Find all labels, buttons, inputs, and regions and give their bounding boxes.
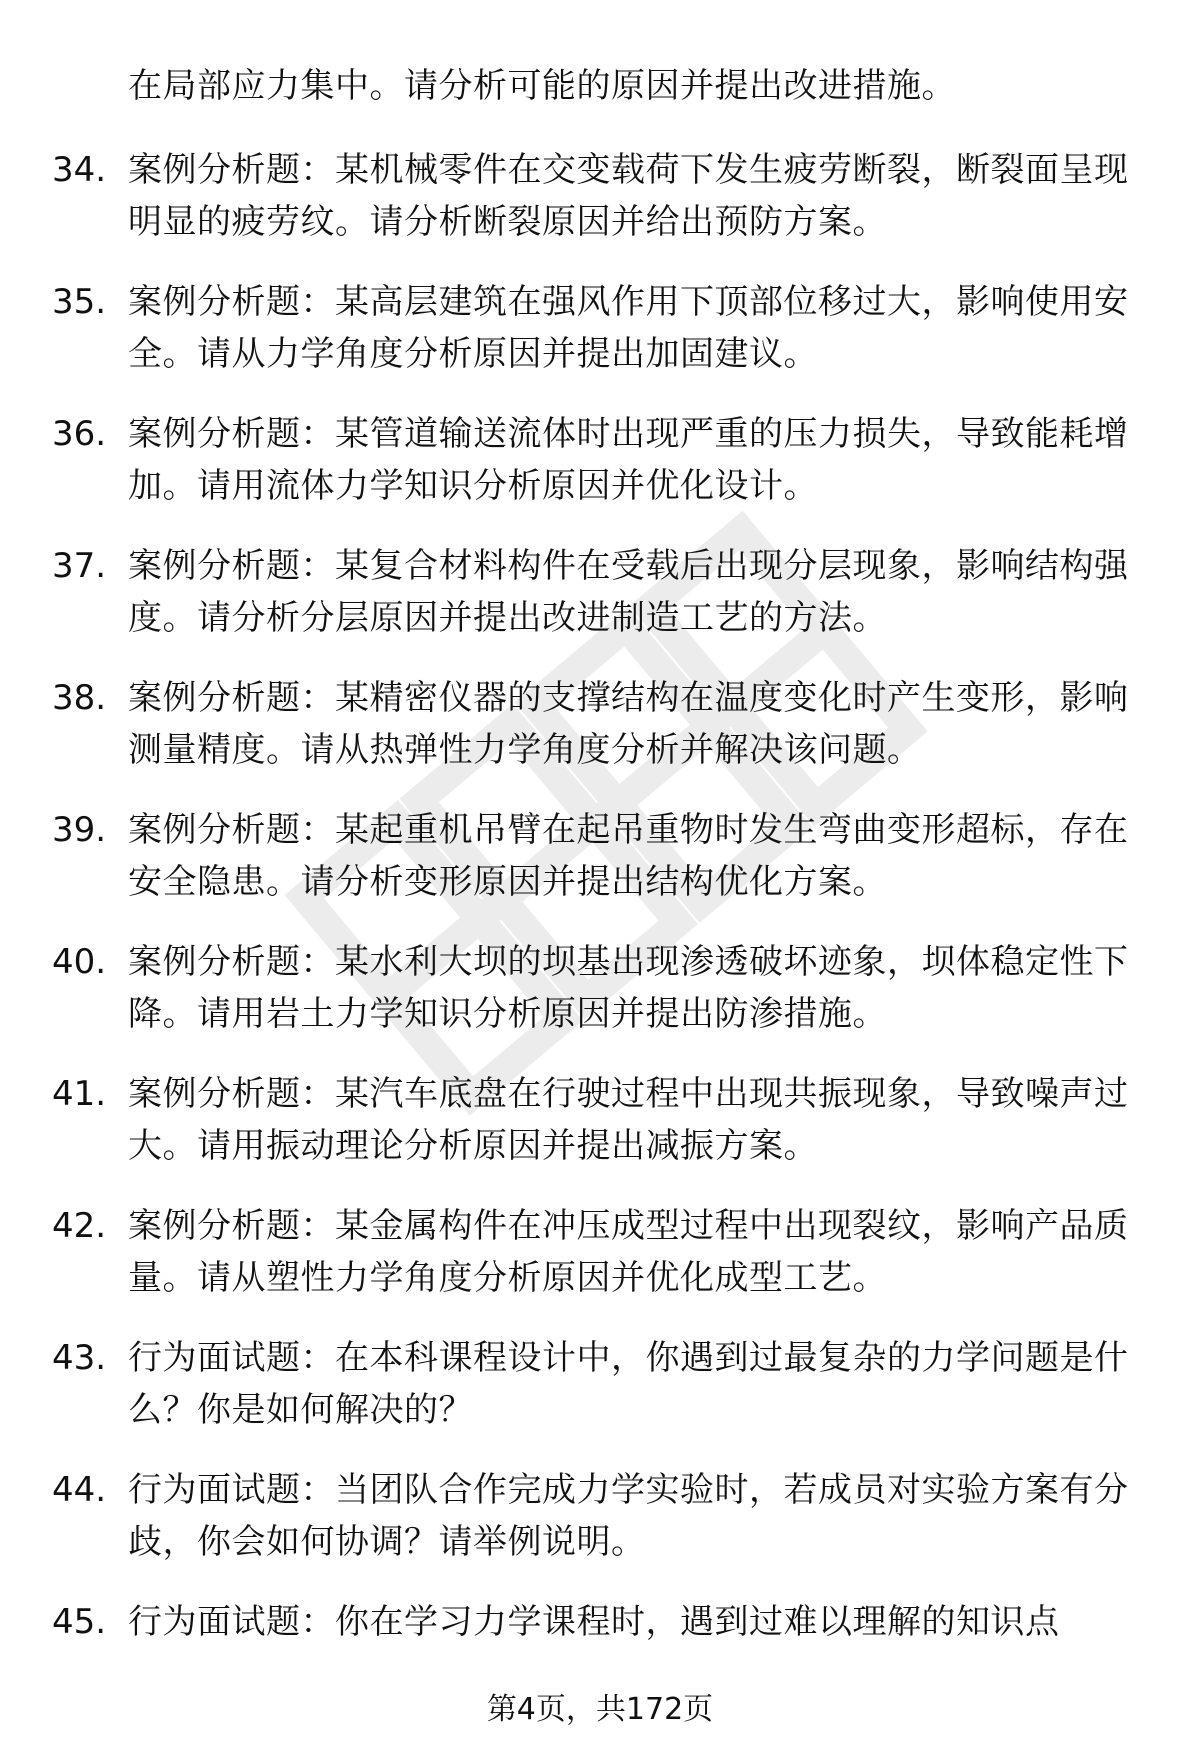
question-number: 39. (52, 810, 107, 850)
question-number: 42. (52, 1206, 107, 1246)
question-text: 案例分析题：某复合材料构件在受载后出现分层现象，影响结构强度。请分析分层原因并提出改进制造工艺的方法。 (128, 546, 1129, 638)
question-number: 44. (52, 1470, 107, 1510)
list-item (0, 1332, 1200, 1464)
question-text: 案例分析题：某机械零件在交变载荷下发生疲劳断裂，断裂面呈现明显的疲劳纹。请分析断裂原因并给出预防方案。 (128, 150, 1129, 242)
question-text: 案例分析题：某汽车底盘在行驶过程中出现共振现象，导致噪声过大。请用振动理论分析原因并提出减振方案。 (128, 1074, 1129, 1166)
list-item (0, 672, 1200, 804)
list-item (0, 1068, 1200, 1200)
list-item (0, 1464, 1200, 1596)
list-item (0, 936, 1200, 1068)
question-number: 40. (52, 942, 107, 982)
list-item (0, 144, 1200, 276)
question-text: 案例分析题：某水利大坝的坝基出现渗透破坏迹象，坝体稳定性下降。请用岩土力学知识分析原因并提出防渗措施。 (128, 942, 1129, 1034)
question-number: 38. (52, 678, 107, 718)
question-text: 行为面试题：当团队合作完成力学实验时，若成员对实验方案有分歧，你会如何协调？请举例说明。 (128, 1470, 1129, 1562)
question-text: 行为面试题：你在学习力学课程时，遇到过难以理解的知识点 (128, 1602, 1060, 1642)
list-item (0, 408, 1200, 540)
question-text: 案例分析题：某精密仪器的支撑结构在温度变化时产生变形，影响测量精度。请从热弹性力学角度分析并解决该问题。 (128, 678, 1129, 770)
continuation-text: 在局部应力集中。请分析可能的原因并提出改进措施。 (128, 66, 956, 106)
page-number-footer: 第4页，共172页 (486, 1692, 714, 1727)
question-number: 37. (52, 546, 107, 586)
list-item (0, 804, 1200, 936)
question-text: 行为面试题：在本科课程设计中，你遇到过最复杂的力学问题是什么？你是如何解决的？ (128, 1338, 1129, 1430)
list-item (0, 276, 1200, 408)
question-number: 36. (52, 414, 107, 454)
question-list (0, 144, 1200, 1728)
question-number: 41. (52, 1074, 107, 1114)
list-item (0, 1200, 1200, 1332)
question-text: 案例分析题：某起重机吊臂在起吊重物时发生弯曲变形超标，存在安全隐患。请分析变形原因并提出结构优化方案。 (128, 810, 1129, 902)
question-number: 35. (52, 282, 107, 322)
list-item (0, 540, 1200, 672)
question-number: 34. (52, 150, 107, 190)
question-text: 案例分析题：某管道输送流体时出现严重的压力损失，导致能耗增加。请用流体力学知识分析原因并优化设计。 (128, 414, 1129, 506)
question-text: 案例分析题：某金属构件在冲压成型过程中出现裂纹，影响产品质量。请从塑性力学角度分析原因并优化成型工艺。 (128, 1206, 1129, 1298)
question-text: 案例分析题：某高层建筑在强风作用下顶部位移过大，影响使用安全。请从力学角度分析原因并提出加固建议。 (128, 282, 1129, 374)
question-number: 43. (52, 1338, 107, 1378)
question-number: 45. (52, 1602, 107, 1642)
